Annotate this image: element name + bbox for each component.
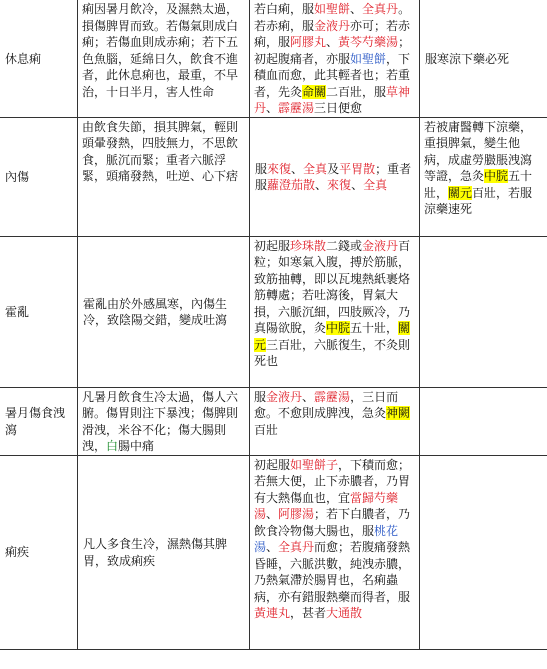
acupoint-highlight: 中脘	[326, 321, 351, 335]
treatment-cell: 服來復、全真及平胃散；重者服蘿澄茄散、來復、全真	[250, 117, 420, 236]
note-cell	[420, 455, 547, 649]
disease-name: 暑月傷食洩瀉	[0, 387, 78, 455]
note-cell	[420, 387, 547, 455]
acupoint-highlight: 關元	[254, 321, 411, 352]
cause-cell: 由飲食失節，損其脾氣，輕則頭暈發熱，四肢無力，不思飲食，脈沉而緊；重者六脈浮緊，頭痛發熱，吐逆、心下痞	[78, 117, 250, 236]
note-cell	[420, 236, 547, 387]
disease-name: 霍亂	[0, 236, 78, 387]
cause-cell: 凡人多食生冷，濕熱傷其脾胃，致成痢疾	[78, 455, 250, 649]
table-row	[0, 236, 547, 387]
treatment-cell: 若白痢，服如聖餅、全真丹。若赤痢，服金液丹亦可；若赤痢，服阿膠丸、黃芩芍藥湯；初起腹痛者，亦服如聖餅，下積血而愈，此其輕者也；若重者，先灸命關二百壯，服草神丹、霹靂湯三日便愈	[250, 0, 420, 117]
cause-cell: 凡暑月飲食生冷太過，傷人六腑。傷胃則注下暴洩；傷脾則滑洩，米谷不化；傷大腸則洩，白腸中痛	[78, 387, 250, 455]
note-cell: 若被庸醫轉下涼藥，重損脾氣，變生他病，成虛勞臌脹洩瀉等證，急灸中脘五十壯，關元百壯，若服涼藥速死	[420, 117, 547, 236]
acupoint-highlight: 神闕	[386, 406, 411, 420]
table-row	[0, 0, 547, 117]
table-row	[0, 387, 547, 455]
acupoint-highlight: 關元	[448, 185, 473, 200]
disease-name: 內傷	[0, 117, 78, 236]
cause-cell: 痢因暑月飲冷，及濕熱太過，損傷脾胃而致。若傷氣則成白痢；若傷血則成赤痢；若下五色魚腦，延綿日久，飲食不進者，此休息痢也，最重，不早治，十日半月，害人性命	[78, 0, 250, 117]
treatment-cell: 初起服珍珠散二錢或金液丹百粒；如寒氣入腹，搏於筋脈，致筋抽轉，即以瓦塊熱紙裹烙筋轉處；若吐瀉後，胃氣大損，六脈沉細，四肢厥冷，乃真陽欲脫，灸中脘五十壯，關元三百壯，六脈復生，不灸則死也	[250, 236, 420, 387]
disease-name: 痢疾	[0, 455, 78, 649]
table-row	[0, 455, 547, 649]
acupoint-highlight: 中脘	[484, 169, 509, 183]
cause-cell: 霍亂由於外感風寒，內傷生冷，致陰陽交錯，變成吐瀉	[78, 236, 250, 387]
acupoint-highlight: 命關	[302, 84, 327, 99]
table-row	[0, 117, 547, 236]
treatment-cell: 初起服如聖餅子，下積而愈；若無大便，止下赤膿者，乃胃有大熱傷血也，宜當歸芍藥湯、阿膠湯；若下白膿者，乃飲食冷物傷大腸也，服桃花湯、全真丹而愈；若腹痛發熱昏睡，六脈洪數，純洩赤膿，乃熱氣滯於腸胃也，名痢蟲病，亦有錯服熱藥而得者，服黃連丸，甚者大通散	[250, 455, 420, 649]
disease-name: 休息痢	[0, 0, 78, 117]
note-cell: 服寒涼下藥必死	[420, 0, 547, 117]
treatment-cell: 服金液丹、霹靂湯，三日而愈。不愈則成脾洩，急灸神闕百壯	[250, 387, 420, 455]
